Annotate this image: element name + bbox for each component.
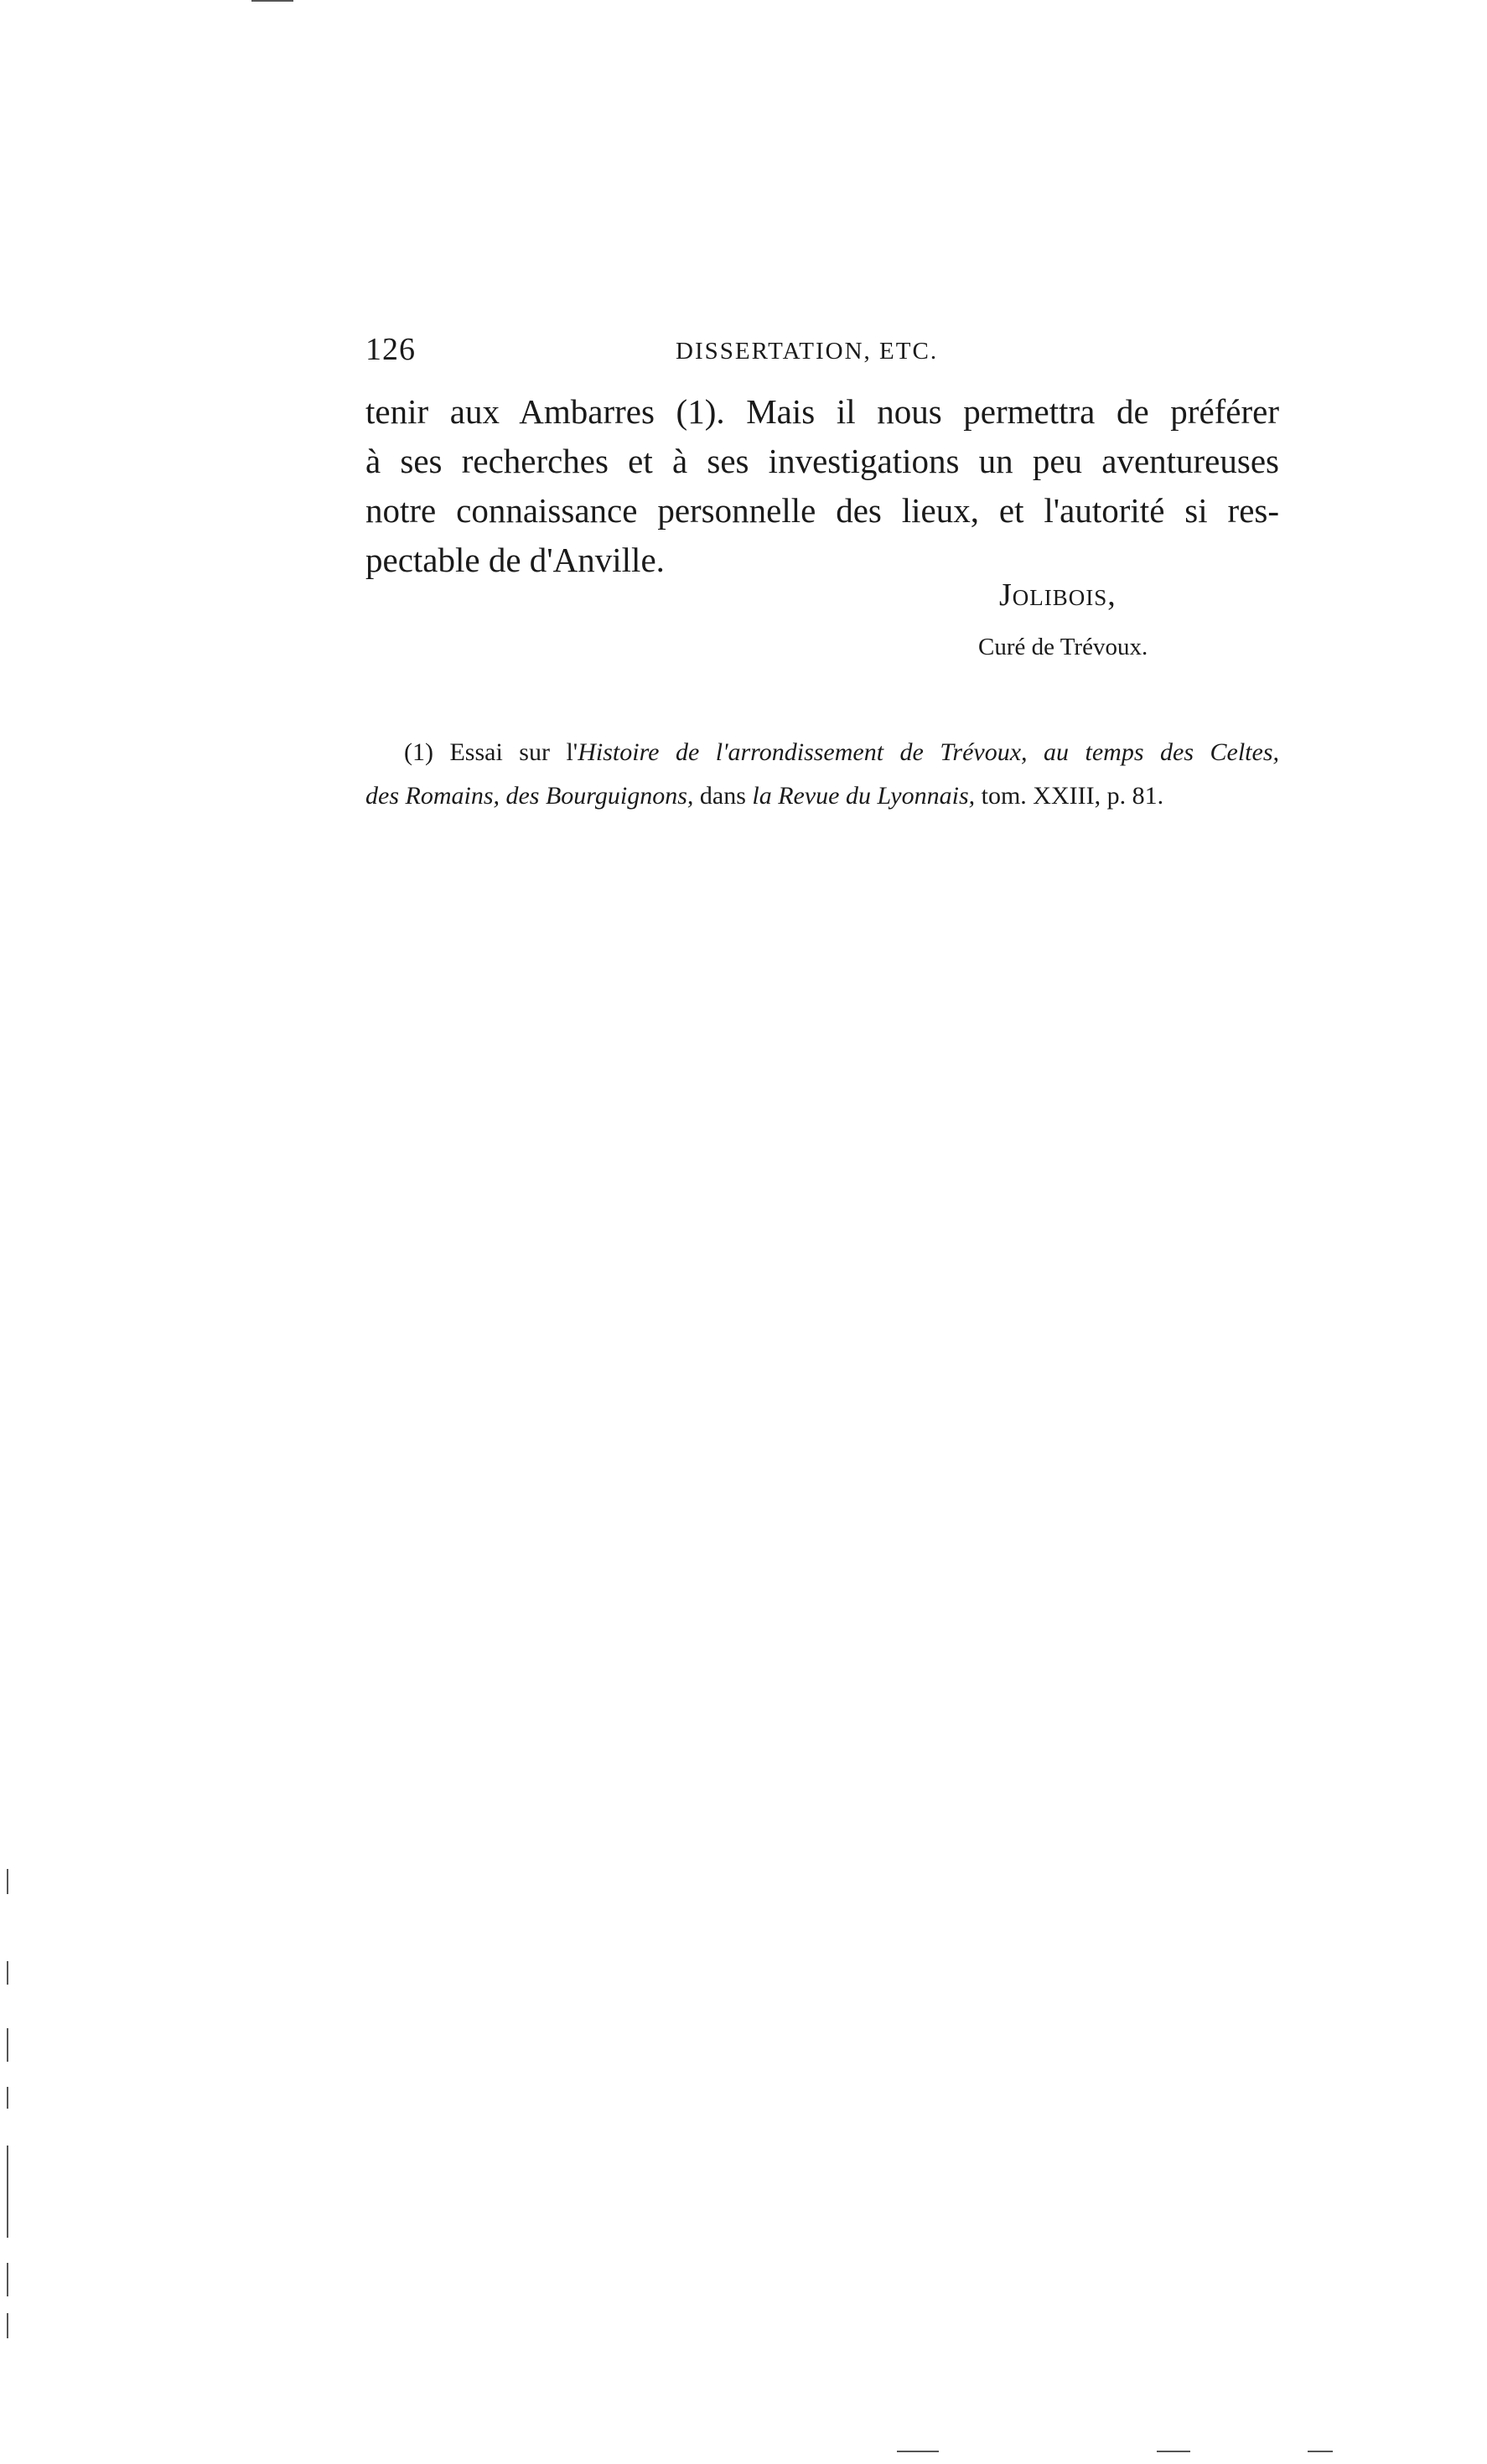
footnote-title: Histoire de l'arrondissement de Trévoux, au temps des Celtes, xyxy=(578,738,1279,766)
scan-artifact xyxy=(7,2263,8,2296)
scan-artifact xyxy=(897,2451,939,2452)
scan-artifact xyxy=(251,0,293,2)
body-line: notre connaissance personnelle des lieux, et l'autorité si res- xyxy=(365,491,1279,530)
scan-artifact xyxy=(1157,2451,1190,2452)
body-paragraph xyxy=(365,387,1279,585)
scan-artifact xyxy=(7,1869,8,1894)
footnote-text: Essai sur l' xyxy=(449,738,578,766)
scan-artifact xyxy=(1308,2451,1333,2452)
signature-role: Curé de Trévoux. xyxy=(978,634,1148,660)
footnote-line xyxy=(365,774,1279,818)
footnote-line xyxy=(365,731,1279,774)
body-line: tenir aux Ambarres (1). Mais il nous permettra de préférer xyxy=(365,392,1279,431)
scan-artifact xyxy=(7,2313,8,2338)
scan-artifact xyxy=(7,1961,8,1985)
page-number: 126 xyxy=(365,332,416,367)
page-header xyxy=(365,331,1279,381)
footnote-title-cont: des Romains, des Bourguignons, xyxy=(365,782,694,810)
scan-artifact xyxy=(7,2087,8,2109)
signature-name: Jolibois, xyxy=(999,577,1117,613)
footnote-reference: tom. XXIII, p. 81. xyxy=(975,782,1164,810)
footnote-marker: (1) xyxy=(404,738,433,766)
footnote xyxy=(365,731,1279,818)
scan-artifact xyxy=(7,2146,8,2238)
body-line: à ses recherches et à ses investigations un peu aventureuses xyxy=(365,442,1279,480)
scan-artifact xyxy=(7,2028,8,2062)
footnote-journal: la Revue du Lyonnais, xyxy=(752,782,976,810)
footnote-text: dans xyxy=(693,782,753,810)
body-line: pectable de d'Anville. xyxy=(365,541,665,579)
running-title: DISSERTATION, ETC. xyxy=(676,338,939,365)
